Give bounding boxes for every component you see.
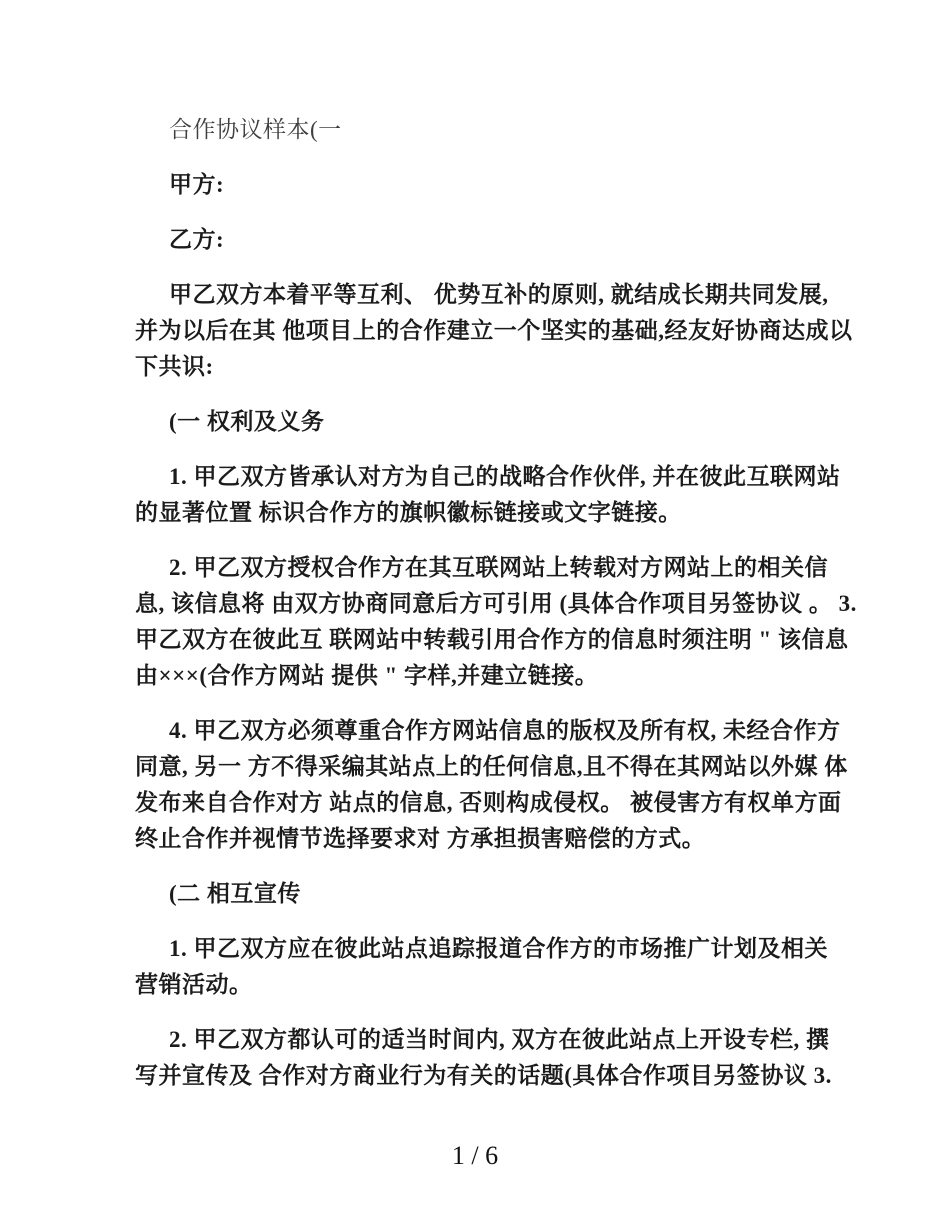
text-line: 下共识: xyxy=(135,354,214,379)
document-title: 合作协议样本(一 xyxy=(169,117,342,142)
text-line: 2. 甲乙双方都认可的适当时间内, 双方在彼此站点上开设专栏, 撰 xyxy=(169,1027,830,1052)
clause2-3-paragraph xyxy=(135,550,857,694)
intro-paragraph xyxy=(135,277,853,385)
document-title-block xyxy=(135,112,800,148)
text-line: 终止合作并视情节选择要求对 方承担损害赔偿的方式。 xyxy=(135,826,706,851)
section2-heading: (二 相互宣传 xyxy=(169,881,301,906)
text-line: 甲乙双方本着平等互利、 优势互补的原则, 就结成长期共同发展, xyxy=(169,282,829,307)
text-line: 息, 该信息将 由双方协商同意后方可引用 (具体合作项目另签协议 。 3. xyxy=(135,591,857,616)
clause4-paragraph xyxy=(135,713,848,857)
text-line: 写并宣传及 合作对方商业行为有关的话题(具体合作项目另签协议 3. xyxy=(135,1063,832,1088)
section1-heading-block xyxy=(135,404,800,440)
party-b-block xyxy=(135,222,800,258)
section2-heading-block xyxy=(135,876,800,912)
clause1-paragraph xyxy=(135,459,841,531)
text-line: 并为以后在其 他项目上的合作建立一个坚实的基础,经友好协商达成以 xyxy=(135,318,853,343)
party-a-label: 甲方: xyxy=(169,172,225,197)
text-line: 由×××(合作方网站 提供 " 字样,并建立链接。 xyxy=(135,663,599,688)
text-line: 2. 甲乙双方授权合作方在其互联网站上转载对方网站上的相关信 xyxy=(169,555,828,580)
text-line: 发布来自合作对方 站点的信息, 否则构成侵权。 被侵害方有权单方面 xyxy=(135,790,842,815)
text-line: 1. 甲乙双方应在彼此站点追踪报道合作方的市场推广计划及相关 xyxy=(169,936,828,961)
section1-heading: (一 权利及义务 xyxy=(169,409,325,434)
page-number-indicator: 1 / 6 xyxy=(451,1141,499,1170)
text-line: 营销活动。 xyxy=(135,972,253,997)
text-line: 的显著位置 标识合作方的旗帜徽标链接或文字链接。 xyxy=(135,500,682,525)
party-b-label: 乙方: xyxy=(169,227,225,252)
text-line: 1. 甲乙双方皆承认对方为自己的战略合作伙伴, 并在彼此互联网站 xyxy=(169,464,841,489)
section2-clause1-paragraph xyxy=(135,931,828,1003)
document-content xyxy=(135,112,857,1113)
party-a-block xyxy=(135,167,800,203)
text-line: 甲乙双方在彼此互 联网站中转载引用合作方的信息时须注明 " 该信息 xyxy=(135,627,849,652)
text-line: 同意, 另一 方不得采编其站点上的任何信息,且不得在其网站以外媒 体 xyxy=(135,754,848,779)
text-line: 4. 甲乙双方必须尊重合作方网站信息的版权及所有权, 未经合作方 xyxy=(169,718,841,743)
section2-clause2-paragraph xyxy=(135,1022,832,1094)
